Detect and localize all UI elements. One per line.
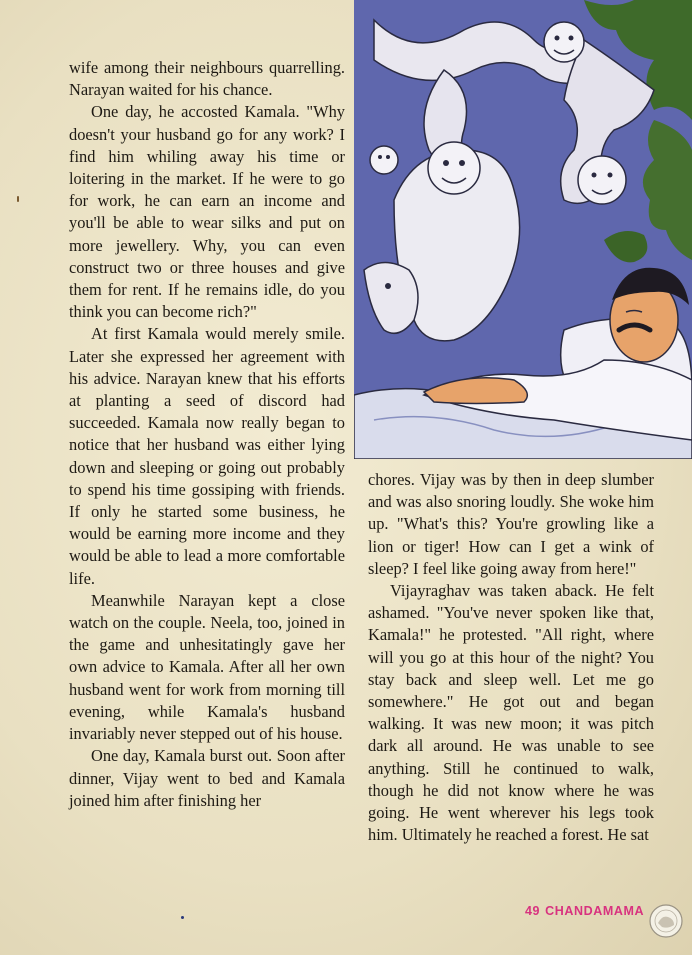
paragraph: chores. Vijay was by then in deep slumber and was also snoring loudly. She woke him up. "What's this? You're growling like a lion or tiger! How can I get a wink of sleep? I feel like going away from here!" [368, 470, 654, 578]
paragraph: One day, he accosted Kamala. "Why doesn't your husband go for any work? I find him whiling away his time or loitering in the market. If he were to go for work, he can earn an income and you'll be able to wear silks and put on more jewellery. Why, you can even construct two or three houses and give them for rent. If he remains idle, do you think you can become rich?" [69, 102, 345, 322]
paragraph: wife among their neighbours quarrelling. Narayan waited for his chance. [69, 58, 345, 100]
page-number: 49 [525, 904, 541, 918]
publisher-seal-icon [648, 903, 684, 939]
illustration-image [354, 0, 692, 459]
magazine-name: CHANDAMAMA [545, 904, 645, 918]
print-speck [181, 916, 184, 919]
print-speck [17, 196, 19, 202]
text-column-right [368, 469, 654, 846]
paragraph: Vijayraghav was taken aback. He felt ashamed. "You've never spoken like that, Kamala!" he protested. "All right, where will you go at this hour of the night? You stay back and sleep well. Let me go somewhere." He got out and began walking. It was new moon; it was pitch dark all around. He was unable to see anything. Still he continued to walk, though he did not know where he was going. He went wherever his legs took him. Ultimately he reached a forest. He sat [368, 581, 654, 845]
paragraph: One day, Kamala burst out. Soon after dinner, Vijay went to bed and Kamala joined him after finishing her [69, 746, 345, 810]
story-illustration [354, 0, 692, 459]
paragraph: Meanwhile Narayan kept a close watch on the couple. Neela, too, joined in the game and unhesitatingly gave her own advice to Kamala. After all her own husband went for work from morning till evening, while Kamala's husband invariably never stepped out of his house. [69, 590, 345, 744]
page-footer [525, 904, 644, 918]
paragraph: At first Kamala would merely smile. Later she expressed her agreement with his advice. Narayan knew that his efforts at planting a seed of discord had succeeded. Kamala now really began to notice that her husband was either lying down and sleeping or going out probably to spend his time gossiping with friends. If only he started some business, he would be earning more income and they would be able to lead a more comfortable life. [69, 324, 345, 588]
text-column-left [69, 57, 345, 812]
